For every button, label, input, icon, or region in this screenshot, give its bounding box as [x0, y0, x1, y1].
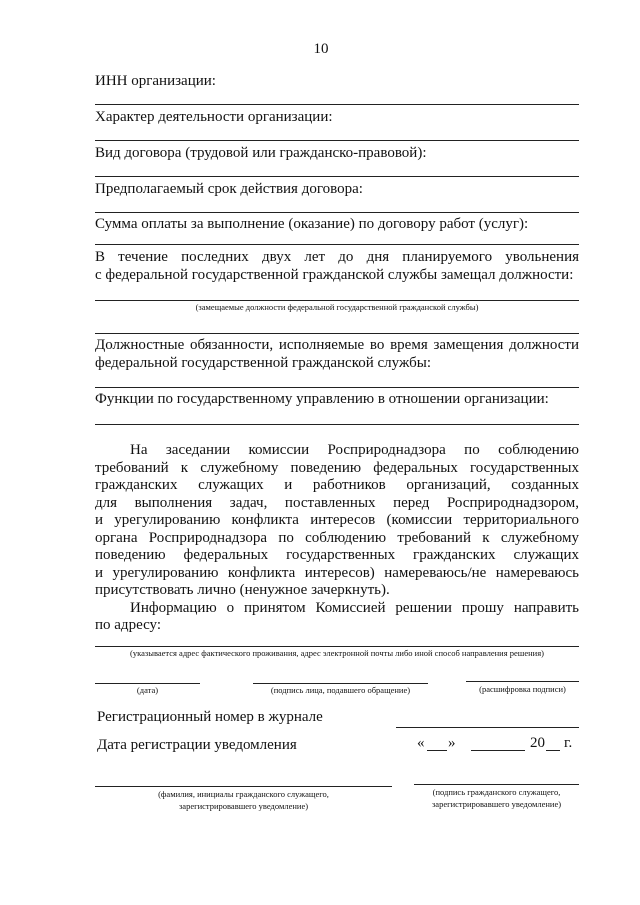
positions-caption: (замещаемые должности федеральной государственной гражданской службы) [195, 302, 479, 312]
registration-number-line[interactable] [396, 727, 579, 728]
duties-text-line1: Должностные обязанности, исполняемые во время замещения должности [95, 337, 579, 353]
commission-line-8: и урегулированию конфликта интересов) намереваюсь/не намереваюсь [95, 564, 579, 581]
page-number: 10 [313, 41, 329, 57]
address-line[interactable] [95, 646, 579, 647]
year-suffix: г. [564, 735, 573, 751]
commission-line-2: требований к служебному поведению федеральных государственных [95, 459, 579, 476]
commission-line-5: и урегулированию конфликта интересов (комиссии территориального [95, 512, 579, 528]
commission-line-7: поведению федеральных государственных гражданских служащих [95, 547, 579, 563]
year-prefix: 20 [530, 735, 545, 751]
activity-line[interactable] [95, 140, 579, 141]
contract-type-line[interactable] [95, 176, 579, 177]
info-line-2: по адресу: [95, 617, 162, 633]
date-line[interactable] [95, 683, 200, 684]
date-open-quote: « [417, 735, 425, 751]
inn-label: ИНН организации: [95, 73, 216, 89]
info-line-1: Информацию о принятом Комиссией решении прошу направить [130, 599, 579, 616]
activity-label: Характер деятельности организации: [95, 109, 333, 125]
registrar-name-line[interactable] [95, 786, 392, 787]
contract-term-label: Предполагаемый срок действия договора: [95, 181, 363, 197]
duties-line[interactable] [95, 387, 579, 388]
year-line[interactable] [546, 750, 560, 751]
commission-line-1: На заседании комиссии Росприроднадзора по соблюдению [130, 442, 579, 458]
registration-date-label: Дата регистрации уведомления [97, 737, 297, 753]
commission-line-6: органа Росприроднадзора по соблюдению требований к служебному [95, 529, 579, 546]
contract-term-line[interactable] [95, 212, 579, 213]
decode-line[interactable] [466, 681, 579, 682]
signature-caption: (подпись лица, подавшего обращение) [270, 685, 411, 695]
positions-line[interactable] [95, 300, 579, 301]
day-line[interactable] [427, 750, 447, 751]
date-close-quote: » [448, 735, 456, 751]
positions-text-line1: В течение последних двух лет до дня планируемого увольнения [95, 249, 579, 265]
month-line[interactable] [471, 750, 525, 751]
signature-line[interactable] [253, 683, 428, 684]
duties-text-line2: федеральной государственной гражданской службы: [95, 355, 431, 371]
payment-line[interactable] [95, 244, 579, 245]
decode-caption: (расшифровка подписи) [479, 684, 566, 694]
registrar-sign-line[interactable] [414, 784, 579, 785]
commission-line-4: для выполнения задач, поставленных перед Росприроднадзором, [95, 494, 579, 511]
positions-line-2[interactable] [95, 333, 579, 334]
functions-label: Функции по государственному управлению в отношении организации: [95, 391, 549, 407]
functions-line[interactable] [95, 424, 579, 425]
address-caption: (указывается адрес фактического проживания, адрес электронной почты либо иной способ направления решения) [130, 648, 544, 658]
commission-line-9: присутствовать лично (ненужное зачеркнуть). [95, 582, 390, 598]
registrar-sign-caption-1: (подпись гражданского служащего, [432, 787, 561, 797]
inn-line[interactable] [95, 104, 579, 105]
contract-type-label: Вид договора (трудовой или гражданско-правовой): [95, 145, 427, 161]
commission-line-3: гражданских служащих и работников организаций, созданных [95, 477, 579, 493]
payment-label: Сумма оплаты за выполнение (оказание) по договору работ (услуг): [95, 216, 529, 232]
positions-text-line2: с федеральной государственной гражданской службы замещал должности: [95, 267, 574, 283]
date-caption: (дата) [136, 685, 159, 695]
registration-number-label: Регистрационный номер в журнале [97, 709, 323, 725]
registrar-name-caption-1: (фамилия, инициалы гражданского служащего, [158, 789, 329, 799]
registrar-sign-caption-2: зарегистрировавшего уведомление) [431, 799, 562, 809]
registrar-name-caption-2: зарегистрировавшего уведомление) [178, 801, 309, 811]
